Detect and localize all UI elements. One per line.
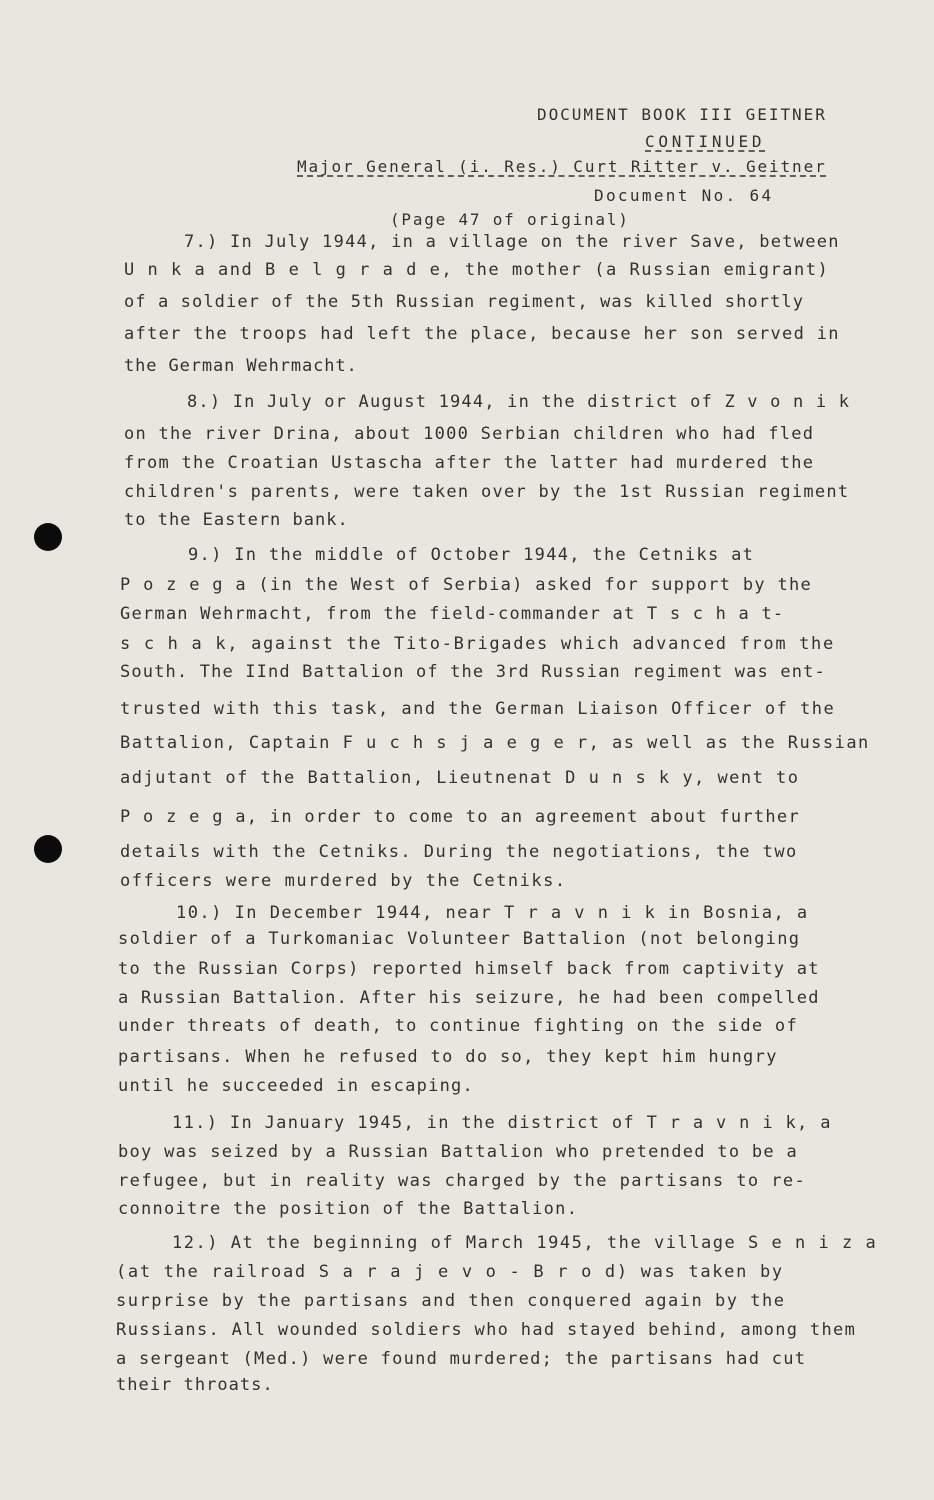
body-line: soldier of a Turkomaniac Volunteer Battalion (not belonging [118, 929, 801, 949]
body-line: 11.) In January 1945, in the district of T r a v n i k, a [172, 1113, 832, 1133]
body-line: a sergeant (Med.) were found murdered; the partisans had cut [116, 1349, 807, 1369]
document-number: Document No. 64 [594, 186, 774, 205]
body-line: boy was seized by a Russian Battalion who pretended to be a [118, 1142, 798, 1162]
body-line: from the Croatian Ustascha after the latter had murdered the [124, 453, 815, 473]
body-line: 12.) At the beginning of March 1945, the village S e n i z a [172, 1233, 878, 1253]
body-line: children's parents, were taken over by the 1st Russian regiment [124, 482, 850, 502]
body-line: refugee, but in reality was charged by the partisans to re- [118, 1171, 807, 1191]
body-line: P o z e g a, in order to come to an agreement about further [120, 807, 800, 827]
body-line: details with the Cetniks. During the negotiations, the two [120, 842, 798, 862]
punch-hole-lower [34, 835, 62, 863]
body-line: a Russian Battalion. After his seizure, he had been compelled [118, 988, 820, 1008]
body-line: U n k a and B e l g r a d e, the mother (a Russian emigrant) [124, 260, 830, 280]
body-line: South. The IInd Battalion of the 3rd Russian regiment was ent- [120, 662, 826, 682]
punch-hole-upper [34, 523, 62, 551]
body-line: of a soldier of the 5th Russian regiment, was killed shortly [124, 292, 805, 312]
body-line: 7.) In July 1944, in a village on the river Save, between [184, 232, 840, 252]
body-line: their throats. [116, 1375, 274, 1395]
body-line: the German Wehrmacht. [124, 356, 358, 376]
body-line: 10.) In December 1944, near T r a v n i k in Bosnia, a [176, 903, 809, 923]
doc-book-heading: DOCUMENT BOOK III GEITNER [537, 105, 827, 124]
body-line: under threats of death, to continue fighting on the side of [118, 1016, 798, 1036]
body-line: trusted with this task, and the German Liaison Officer of the [120, 699, 836, 719]
body-line: Russians. All wounded soldiers who had stayed behind, among them [116, 1320, 857, 1340]
page-reference: (Page 47 of original) [390, 210, 630, 229]
body-line: (at the railroad S a r a j e v o - B r o d) was taken by [116, 1262, 784, 1282]
body-line: partisans. When he refused to do so, they kept him hungry [118, 1047, 778, 1067]
body-line: after the troops had left the place, because her son served in [124, 324, 840, 344]
body-line: Battalion, Captain F u c h s j a e g e r, as well as the Russian [120, 733, 870, 753]
body-line: on the river Drina, about 1000 Serbian children who had fled [124, 424, 815, 444]
body-line: 9.) In the middle of October 1944, the Cetniks at [188, 545, 755, 565]
body-line: adjutant of the Battalion, Lieutnenat D u n s k y, went to [120, 768, 800, 788]
body-line: s c h a k, against the Tito-Brigades which advanced from the [120, 634, 835, 654]
body-line: officers were murdered by the Cetniks. [120, 871, 567, 891]
body-line: 8.) In July or August 1944, in the district of Z v o n i k [187, 392, 851, 412]
body-line: to the Eastern bank. [124, 510, 349, 530]
body-line: until he succeeded in escaping. [118, 1076, 475, 1096]
continued-heading: CONTINUED [645, 132, 766, 151]
body-line: surprise by the partisans and then conquered again by the [116, 1291, 786, 1311]
body-line: German Wehrmacht, from the field-commander at T s c h a t- [120, 604, 785, 624]
body-line: to the Russian Corps) reported himself back from captivity at [118, 959, 820, 979]
body-line: P o z e g a (in the West of Serbia) asked for support by the [120, 575, 813, 595]
person-heading: Major General (i. Res.) Curt Ritter v. Geitner [297, 157, 827, 176]
body-line: connoitre the position of the Battalion. [118, 1199, 579, 1219]
